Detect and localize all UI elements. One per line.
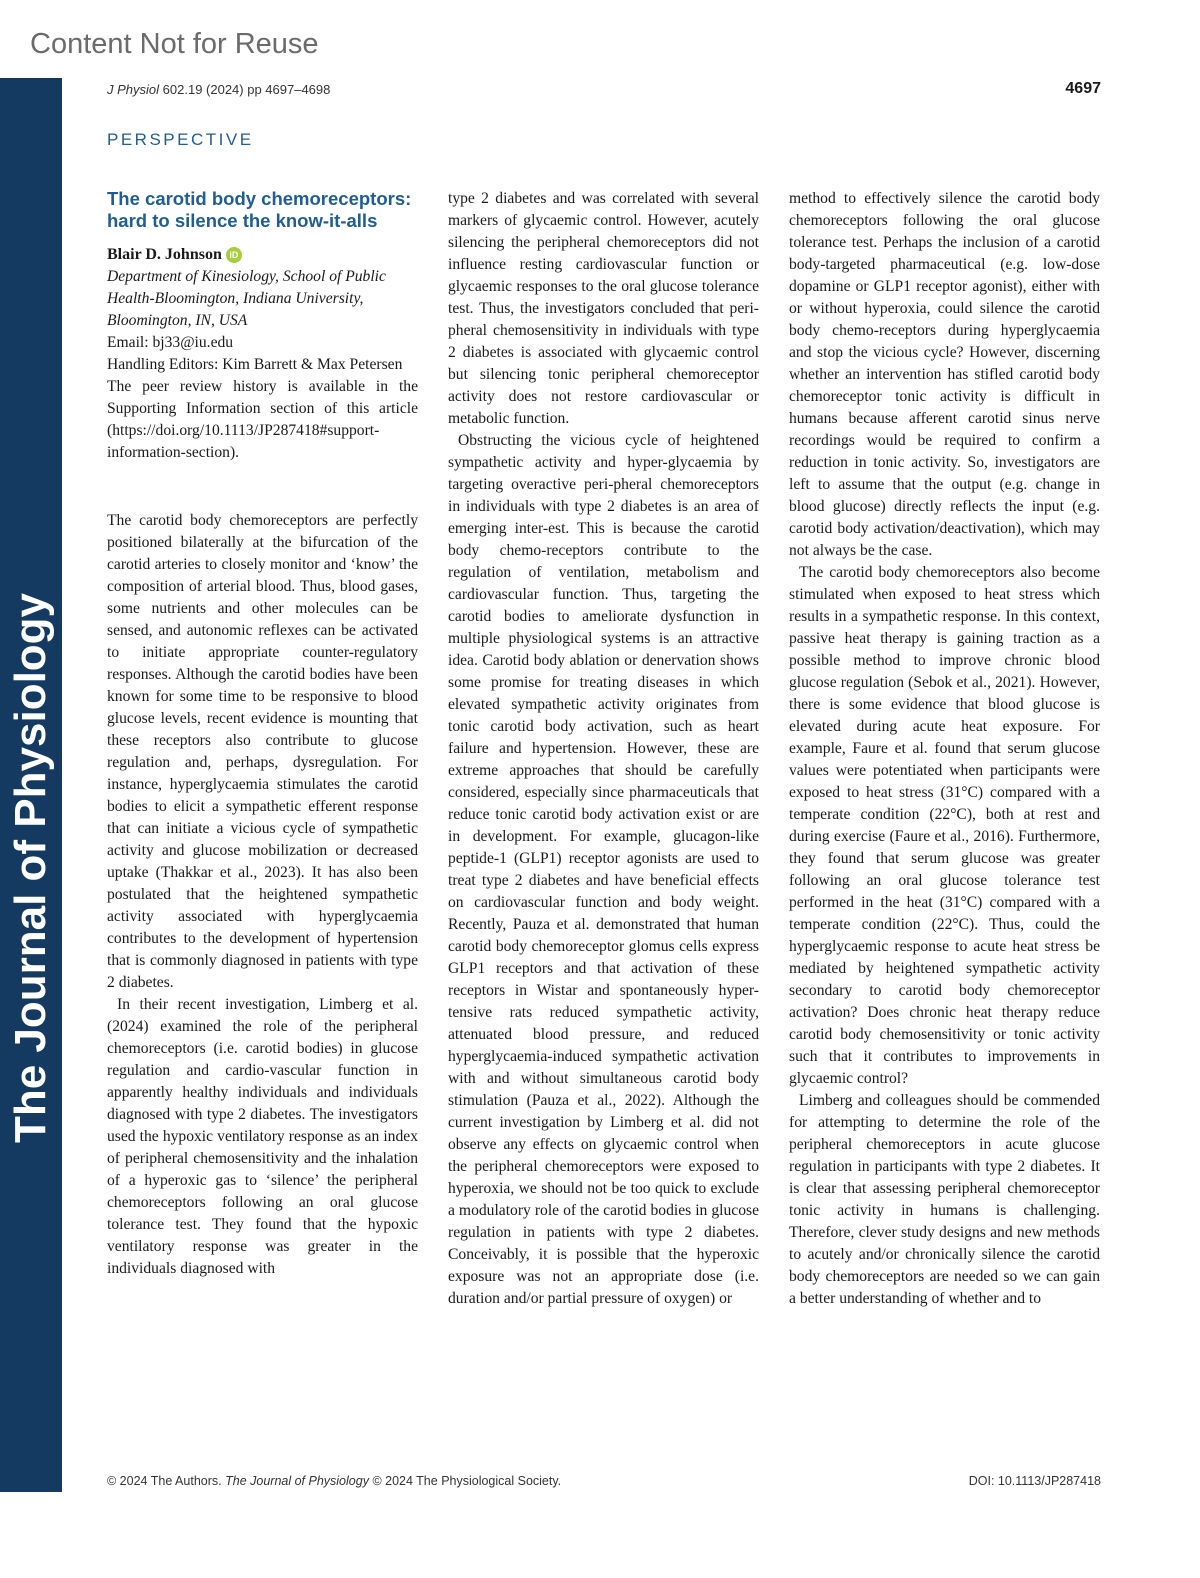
copyright-prefix: © 2024 The Authors. bbox=[107, 1474, 222, 1488]
watermark: Content Not for Reuse bbox=[30, 28, 319, 60]
citation-details: 602.19 (2024) pp 4697–4698 bbox=[162, 82, 331, 97]
body-paragraph: Obstructing the vicious cycle of heightened sympathetic activity and hyper-glycaemia by targeting overactive peri-pheral chemoreceptors in individuals with type 2 diabetes is an area of emerging inter-est. This is because the carotid body chemo-receptors contribute to the regulation of ventilation, metabolism and cardiovascular function. Thus, targeting the carotid bodies to ameliorate dysfunction in multiple physiological systems is an attractive idea. Carotid body ablation or denervation shows some promise for treating diseases in which elevated sympathetic activity originates from tonic carotid body activation, such as heart failure and hypertension. However, these are extreme approaches that should be carefully considered, especially since pharmaceuticals that reduce tonic carotid body activation exist or are in development. For example, glucagon-like peptide-1 (GLP1) receptor agonists are used to treat type 2 diabetes and have beneficial effects on cardiovascular function and body weight. Recently, Pauza et al. demonstrated that human carotid body chemoreceptor glomus cells express GLP1 receptors and that activation of these receptors in Wistar and spontaneously hyper-tensive rats reduced sympathetic activity, attenuated blood pressure, and reduced hyperglycaemia-induced sympathetic activation with and without simultaneous carotid body stimulation (Pauza et al., 2022). Although the current investigation by Limberg et al. did not observe any effects on glycaemic control when the peripheral chemoreceptors were exposed to hyperoxia, we should not be too quick to exclude a modulatory role of the carotid bodies in glucose regulation in patients with type 2 diabetes. Conceivably, it is possible that the hyperoxic exposure was not an appropriate dose (i.e. duration and/or partial pressure of oxygen) or bbox=[448, 432, 759, 1307]
copyright-suffix: © 2024 The Physiological Society. bbox=[372, 1474, 562, 1488]
column-1 bbox=[107, 188, 418, 1280]
orcid-icon[interactable]: iD bbox=[226, 247, 242, 263]
body-paragraph: Limberg and colleagues should be commended for attempting to determine the role of the peripheral chemoreceptors in acute glucose regulation in participants with type 2 diabetes. It is clear that assessing peripheral chemoreceptor tonic activity in humans is challenging. Therefore, clever study designs and new methods to acutely and/or chronically silence the carotid body chemoreceptors are needed so we can gain a better understanding of whether and to bbox=[789, 1092, 1100, 1307]
column-2 bbox=[448, 188, 759, 1310]
article-title: The carotid body chemoreceptors: hard to silence the know-it-alls bbox=[107, 188, 412, 231]
author-email: Email: bj33@iu.edu bbox=[107, 334, 234, 351]
column-3 bbox=[789, 188, 1100, 1310]
footer-copyright bbox=[107, 1474, 561, 1488]
body-paragraph: In their recent investigation, Limberg et al. (2024) examined the role of the peripheral chemoreceptors (i.e. carotid bodies) in glucose regulation and cardio-vascular function in apparently healthy individuals and individuals diagnosed with type 2 diabetes. The investigators used the hypoxic ventilatory response as an index of peripheral chemosensitivity and the inhalation of a hyperoxic gas to ‘silence’ the peripheral chemoreceptors following an oral glucose tolerance test. They found that the hypoxic ventilatory response was greater in the individuals diagnosed with bbox=[107, 996, 418, 1277]
author-line bbox=[107, 244, 418, 266]
author-affiliation: Department of Kinesiology, School of Public Health-Bloomington, Indiana University, Bloomington, IN, USA bbox=[107, 268, 386, 329]
sidebar-journal-title: The Journal of Physiology bbox=[6, 592, 55, 1144]
journal-abbrev: J Physiol bbox=[107, 82, 160, 97]
body-paragraph: The carotid body chemoreceptors also become stimulated when exposed to heat stress which results in a sympathetic response. In this context, passive heat therapy is gaining traction as a possible method to improve chronic blood glucose regulation (Sebok et al., 2021). However, there is some evidence that blood glucose is elevated during acute heat exposure. For example, Faure et al. found that serum glucose values were potentiated when participants were exposed to heat stress (31°C) compared with a temperate condition (22°C), both at rest and during exercise (Faure et al., 2016). Furthermore, they found that serum glucose was greater following an oral glucose tolerance test performed in the heat (31°C) compared with a temperate condition (22°C). Thus, could the hyperglycaemic response to acute heat stress be mediated by heightened sympathetic activity secondary to carotid body chemoreceptor activation? Does chronic heat therapy reduce carotid body chemosensitivity or tonic activity such that it contributes to improvements in glycaemic control? bbox=[789, 564, 1100, 1087]
peer-review-note: The peer review history is available in the Supporting Information section of this article (https://doi.org/10.1113/JP287418#support-information-section). bbox=[107, 378, 418, 461]
author-name: Blair D. Johnson bbox=[107, 246, 222, 263]
body-paragraph: method to effectively silence the carotid body chemoreceptors following the oral glucose tolerance test. Perhaps the inclusion of a carotid body-targeted pharmaceutical (e.g. low-dose dopamine or GLP1 receptor agonist), either with or without hyperoxia, could silence the carotid body chemo-receptors during hyperglycaemia and stop the vicious cycle? However, discerning whether an intervention has stifled carotid body chemoreceptor tonic activity is difficult in humans because afferent carotid sinus nerve recordings would be required to confirm a reduction in tonic activity. So, investigators are left to assume that the output (e.g. change in blood glucose) directly reflects the input (e.g. carotid body activation/deactivation), which may not always be the case. bbox=[789, 190, 1100, 559]
footer-journal-name: The Journal of Physiology bbox=[225, 1474, 369, 1488]
body-paragraph: The carotid body chemoreceptors are perfectly positioned bilaterally at the bifurcation of the carotid arteries to closely monitor and ‘know’ the composition of arterial blood. Thus, blood gases, some nutrients and other molecules can be sensed, and autonomic reflexes can be activated to initiate appropriate counter-regulatory responses. Although the carotid bodies have been known for some time to be responsive to blood glucose levels, recent evidence is mounting that these receptors also contribute to glucose regulation and, perhaps, dysregulation. For instance, hyperglycaemia stimulates the carotid bodies to elicit a sympathetic efferent response that can initiate a vicious cycle of sympathetic activity and glucose mobilization or decreased uptake (Thakkar et al., 2023). It has also been postulated that the heightened sympathetic activity associated with hyperglycaemia contributes to the development of hypertension that is commonly diagnosed in patients with type 2 diabetes. bbox=[107, 512, 418, 991]
journal-sidebar bbox=[0, 78, 62, 1492]
handling-editors: Handling Editors: Kim Barrett & Max Petersen bbox=[107, 356, 403, 373]
footer-doi[interactable]: DOI: 10.1113/JP287418 bbox=[968, 1474, 1101, 1488]
body-paragraph: type 2 diabetes and was correlated with several markers of glycaemic control. However, acutely silencing the peripheral chemoreceptors did not influence resting cardiovascular function or glycaemic responses to the oral glucose tolerance test. Thus, the investigators concluded that peri-pheral chemosensitivity in individuals with type 2 diabetes is associated with glycaemic control but silencing tonic peripheral chemoreceptor activity does not restore cardiovascular or metabolic function. bbox=[448, 190, 759, 427]
page-number: 4697 bbox=[1065, 80, 1101, 97]
section-label: PERSPECTIVE bbox=[107, 130, 254, 149]
journal-citation bbox=[107, 82, 330, 97]
